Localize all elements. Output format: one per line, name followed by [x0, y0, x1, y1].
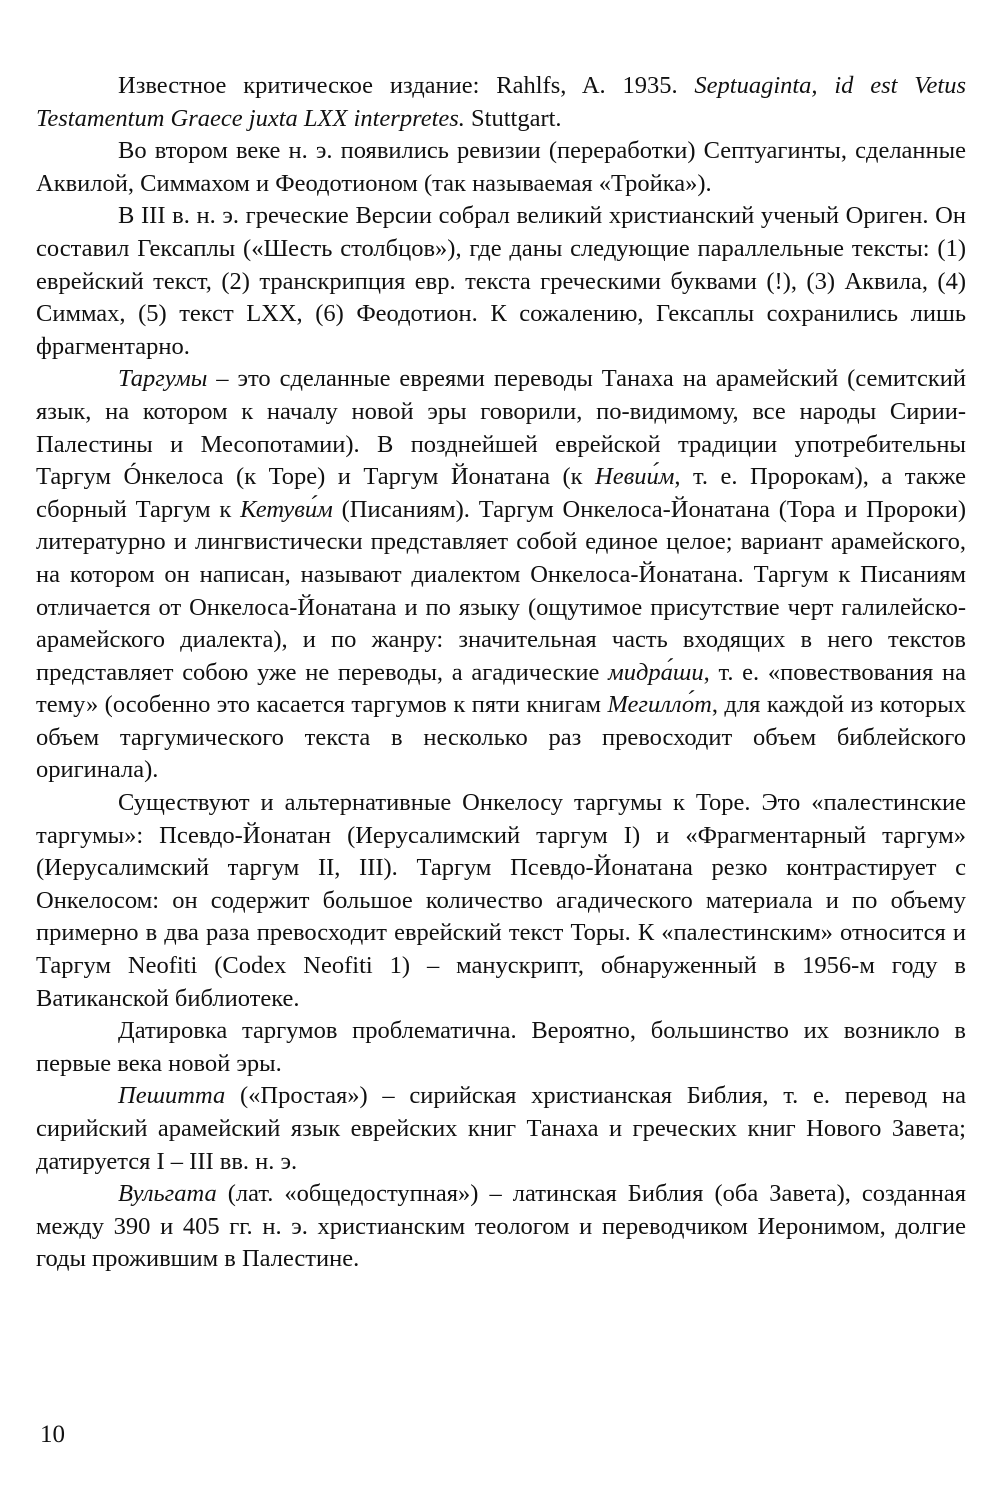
- text-run: В III в. н. э. греческие Версии собрал великий христианский ученый Ориген. Он составил Гексаплы («Шесть столбцов»), где даны следующие параллельные тексты: (1) еврейский текст, (2) транскрипция евр. текста греческими буквами (!), (3) Аквила, (4) Симмах, (5) текст LXX, (6) Феодотион. К сожалению, Гексаплы сохранились лишь фрагментарно.: [36, 202, 966, 360]
- text-run: («Простая») – сирийская христианская Библия, т. е. перевод на сирийский арамейский язык еврейских книг Танаха и греческих книг Нового Завета; датируется I – III вв. н. э.: [36, 1082, 966, 1175]
- text-run: Stuttgart.: [464, 104, 562, 132]
- paragraph: [36, 135, 966, 200]
- italic-term: Таргумы: [118, 365, 208, 393]
- italic-term: Вульгата: [118, 1180, 217, 1208]
- italic-term: мидра́ши: [608, 658, 704, 686]
- paragraph: [36, 200, 966, 363]
- paragraph: [36, 787, 966, 1015]
- text-run: , для каждой из которых объем таргумического текста в несколько раз превосходит объем библейского оригинала).: [36, 691, 966, 784]
- italic-term: Невии́м: [595, 463, 675, 491]
- paragraph: [36, 1080, 966, 1178]
- italic-term: Мегилло́т: [607, 691, 712, 719]
- paragraph: [36, 1015, 966, 1080]
- italic-term: Кетуви́м: [240, 495, 333, 523]
- page-number: 10: [40, 1421, 65, 1448]
- text-run: Известное критическое издание: Rahlfs, A. 1935.: [118, 72, 695, 99]
- body-text: [36, 70, 966, 1276]
- text-run: Во втором веке н. э. появились ревизии (переработки) Септуагинты, сделанные Аквилой, Симмахом и Феодотионом (так называемая «Тройка»).: [36, 137, 966, 197]
- text-run: – это сделанные евреями переводы Танаха на арамейский (семитский язык, на котором к началу новой эры говорили, по-видимому, все народы Сирии-Палестины и Месопотамии). В позднейшей еврейской традиции употребительны Таргум Óнкелоса (к Торе) и Таргум Йонатана (к: [36, 365, 966, 491]
- text-run: , т. е. Пророкам), а также сборный Таргум к: [36, 463, 967, 523]
- italic-term: Пешитта: [118, 1082, 226, 1110]
- paragraph: [36, 1178, 966, 1276]
- text-run: Существуют и альтернативные Онкелосу таргумы к Торе. Это «палестинские таргумы»: Псевдо-Йонатан (Иерусалимский таргум I) и «Фрагментарный таргум» (Иерусалимский таргум II, III). Таргум Псевдо-Йонатана резко контрастирует с Онкелосом: он содержит большое количество агадического материала и по объему примерно в два раза превосходит еврейский текст Торы. К «палестинским» относится и Таргум Neofiti (Codex Neofiti 1) – манускрипт, обнаруженный в 1956-м году в Ватиканской библиотеке.: [36, 789, 966, 1012]
- text-run: (Писаниям). Таргум Онкелоса-Йонатана (Тора и Пророки) литературно и лингвистически представляет собой единое целое; вариант арамейского, на котором он написан, называют диалектом Онкелоса-Йонатана. Таргум к Писаниям отличается от Онкелоса-Йонатана и по языку (ощутимое присутствие черт галилейско-арамейского диалекта), и по жанру: значительная часть входящих в него текстов представляет собою уже не переводы, а агадические: [36, 495, 967, 686]
- text-run: Датировка таргумов проблематична. Вероятно, большинство их возникло в первые века новой эры.: [36, 1017, 966, 1077]
- text-run: , т. е. «повествования на тему» (особенно это касается таргумов к пяти книгам: [36, 658, 966, 719]
- italic-term: Septuaginta, id est Vetus Testamentum Graece juxta LXX interpretes.: [36, 72, 966, 132]
- text-run: (лат. «общедоступная») – латинская Библия (оба Завета), созданная между 390 и 405 гг. н. э. христианским теологом и переводчиком Иеронимом, долгие годы прожившим в Палестине.: [36, 1180, 966, 1273]
- paragraph: [36, 70, 966, 135]
- paragraph: [36, 363, 966, 787]
